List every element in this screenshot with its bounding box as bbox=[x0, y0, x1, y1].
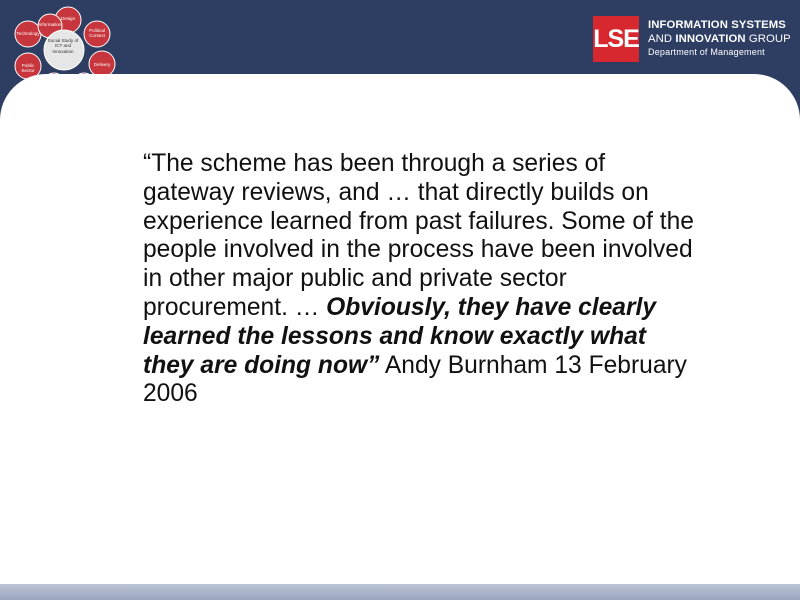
footer-bar bbox=[0, 584, 800, 600]
emblem-petal-label: Public Sector bbox=[21, 63, 35, 73]
group-name-line2-prefix: AND bbox=[648, 32, 676, 45]
group-name-line2 bbox=[648, 33, 791, 47]
group-name-line2-suffix: GROUP bbox=[745, 32, 791, 45]
emblem-petal-label: Design bbox=[60, 16, 76, 21]
emblem-petal-label: Information bbox=[38, 22, 62, 27]
group-name-line2-bold: INNOVATION bbox=[675, 32, 746, 45]
department-name: Department of Management bbox=[648, 47, 765, 57]
quote-emphasis: Obviously, they have clearly learned the lessons and know exactly what they are doing now” bbox=[143, 293, 657, 379]
group-name bbox=[648, 19, 791, 60]
emblem-petal-label: Technology bbox=[16, 31, 40, 36]
quote-text: “The scheme has been through a series of gateway reviews, and … that directly builds on experience learned from past failures. Some of the people involved in the process have been involved in other major public and private sector procurement. … bbox=[143, 150, 694, 321]
quote-attribution: Andy Burnham 13 February 2006 bbox=[143, 351, 687, 408]
emblem-petal-label: Political Context bbox=[89, 28, 105, 38]
slide-quote bbox=[143, 150, 703, 409]
emblem-center-label: Social Study of ICT and Innovation bbox=[47, 38, 79, 54]
group-name-line1: INFORMATION SYSTEMS bbox=[648, 19, 786, 31]
emblem-petal-label: Delivery bbox=[93, 62, 111, 67]
lse-logo-mark: LSE bbox=[593, 24, 639, 53]
lse-logo bbox=[593, 16, 639, 62]
